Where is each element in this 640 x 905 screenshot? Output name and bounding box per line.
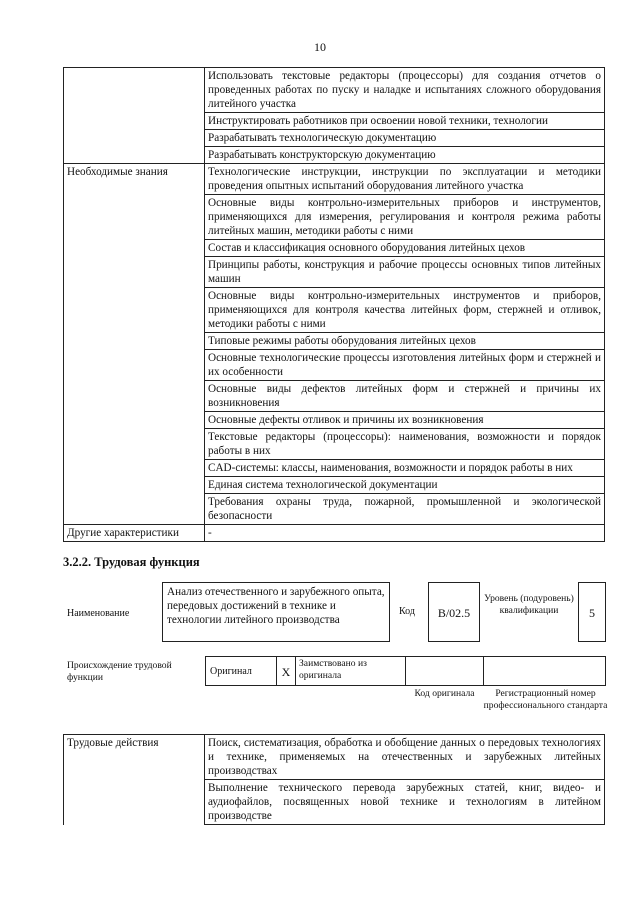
- other-characteristics-value: -: [205, 525, 605, 542]
- labor-actions-table: [63, 734, 605, 825]
- table-row: [64, 240, 605, 257]
- knowledge-label: Необходимые знания: [64, 164, 205, 195]
- original-mark-cell: X: [276, 656, 296, 686]
- skill-cell: Использовать текстовые редакторы (процессоры) для создания отчетов о проведенных работах по пуску и наладке и испытаниях сложного оборудования литейного участка: [205, 68, 605, 113]
- knowledge-cell: Основные дефекты отливок и причины их возникновения: [205, 412, 605, 429]
- knowledge-cell: Основные технологические процессы изготовления литейных форм и стержней и их особенности: [205, 350, 605, 381]
- table-row: [64, 288, 605, 333]
- labor-action-cell: Поиск, систематизация, обработка и обобщение данных о передовых технологиях и технике, применяемых на отечественных и зарубежных литейных производствах: [205, 735, 605, 780]
- requirements-table: [63, 67, 605, 542]
- table-row: [64, 381, 605, 412]
- page-number: 10: [314, 40, 326, 54]
- table-row: [64, 350, 605, 381]
- table-row: [64, 113, 605, 130]
- knowledge-cell: Текстовые редакторы (процессоры): наименования, возможности и порядок работы в них: [205, 429, 605, 460]
- table-row: [64, 333, 605, 350]
- table-row: [64, 68, 605, 113]
- table-row: [64, 525, 605, 542]
- origin-code-caption: Код оригинала: [414, 688, 475, 699]
- origin-label: Происхождение трудовой функции: [67, 660, 172, 683]
- other-characteristics-label: Другие характеристики: [64, 525, 205, 542]
- knowledge-cell: Основные виды дефектов литейных форм и стержней и причины их возникновения: [205, 381, 605, 412]
- reg-number-cell: [483, 656, 606, 686]
- table-row: [64, 257, 605, 288]
- origin-code-cell: [405, 656, 484, 686]
- qualification-level-label: Уровень (подуровень) квалификации: [484, 593, 574, 616]
- table-row: [64, 780, 605, 825]
- table-row: [64, 477, 605, 494]
- knowledge-cell: Единая система технологической документации: [205, 477, 605, 494]
- knowledge-cell: Типовые режимы работы оборудования литейных цехов: [205, 333, 605, 350]
- table-row: [64, 147, 605, 164]
- code-value-box: B/02.5: [428, 582, 480, 642]
- original-cell: Оригинал: [205, 656, 277, 686]
- knowledge-cell: Основные виды контрольно-измерительных приборов и инструментов, применяющихся для измерения, регулирования и контроля режима работы литейных машин, методики работы с ними: [205, 195, 605, 240]
- knowledge-cell: Состав и классификация основного оборудования литейных цехов: [205, 240, 605, 257]
- skill-cell: Разрабатывать технологическую документацию: [205, 130, 605, 147]
- knowledge-cell: Основные виды контрольно-измерительных инструментов и приборов, применяющихся для контроля качества литейных форм, стержней и отливок, методики работы с ними: [205, 288, 605, 333]
- skill-cell: Разрабатывать конструкторскую документацию: [205, 147, 605, 164]
- table-row: [64, 412, 605, 429]
- labor-actions-label: Трудовые действия: [64, 735, 205, 780]
- reg-number-caption: Регистрационный номер профессионального стандарта: [483, 688, 608, 711]
- knowledge-cell: CAD-системы: классы, наименования, возможности и порядок работы в них: [205, 460, 605, 477]
- knowledge-cell: Технологические инструкции, инструкции по эксплуатации и методики проведения опытных испытаний оборудования литейного участка: [205, 164, 605, 195]
- section-title: 3.2.2. Трудовая функция: [63, 555, 200, 569]
- table-row: [64, 164, 605, 195]
- code-label: Код: [399, 606, 415, 617]
- function-name-box: Анализ отечественного и зарубежного опыта, передовых достижений в технике и технологии литейного производства: [162, 582, 390, 642]
- knowledge-cell: Принципы работы, конструкция и рабочие процессы основных типов литейных машин: [205, 257, 605, 288]
- qualification-level-box: 5: [578, 582, 606, 642]
- skill-cell: Инструктировать работников при освоении новой техники, технологии: [205, 113, 605, 130]
- table-row: [64, 460, 605, 477]
- table-row: [64, 429, 605, 460]
- table-row: [64, 494, 605, 525]
- labor-action-cell: Выполнение технического перевода зарубежных статей, книг, видео- и аудиофайлов, посвященных новой технике и технологиям в литейном производстве: [205, 780, 605, 825]
- name-label: Наименование: [67, 608, 130, 619]
- table-row: [64, 195, 605, 240]
- table-row: [64, 735, 605, 780]
- knowledge-cell: Требования охраны труда, пожарной, промышленной и экологической безопасности: [205, 494, 605, 525]
- borrowed-cell: Заимствовано из оригинала: [295, 656, 406, 686]
- table-row: [64, 130, 605, 147]
